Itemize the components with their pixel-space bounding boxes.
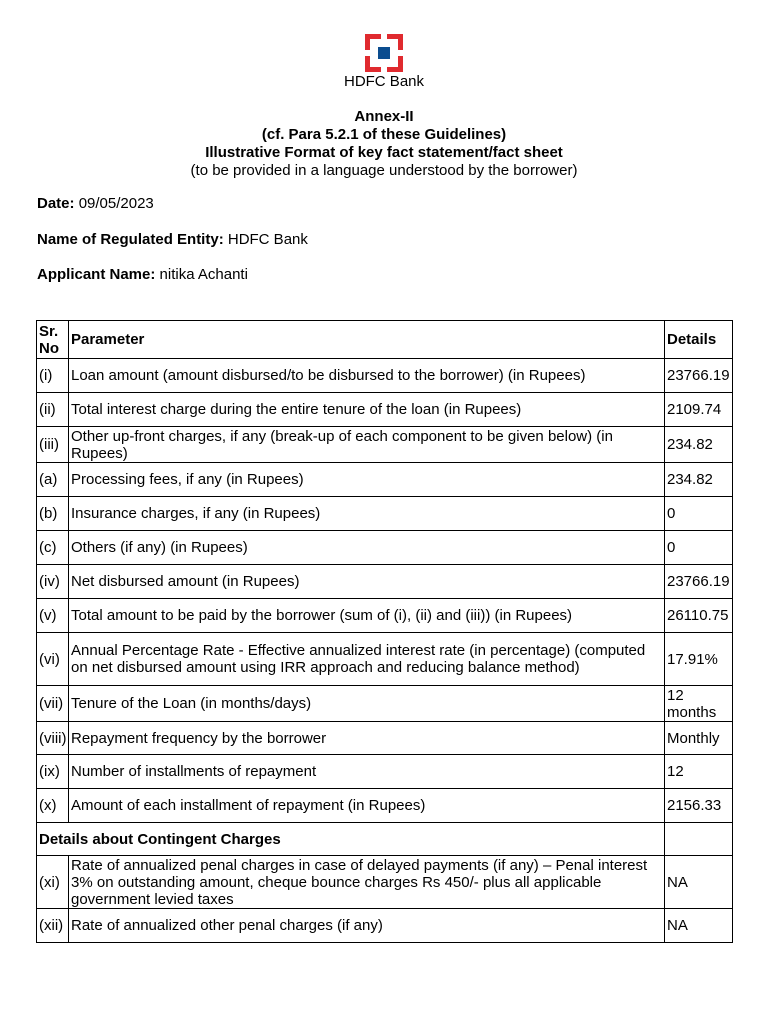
table-row <box>37 599 733 633</box>
annex-format-title: Illustrative Format of key fact statement/fact sheet <box>205 144 563 161</box>
annex-reference: (cf. Para 5.2.1 of these Guidelines) <box>261 126 507 143</box>
row-sr: (b) <box>37 497 69 531</box>
row-sr: (vii) <box>37 686 69 722</box>
row-parameter: Insurance charges, if any (in Rupees) <box>69 497 665 531</box>
table-row <box>37 359 733 393</box>
table-row <box>37 633 733 686</box>
row-parameter: Repayment frequency by the borrower <box>69 722 665 755</box>
table-row <box>37 463 733 497</box>
date-field <box>37 195 154 212</box>
row-parameter: Other up-front charges, if any (break-up of each component to be given below) (in Rupees) <box>69 427 665 463</box>
annex-note: (to be provided in a language understood by the borrower) <box>190 162 578 179</box>
row-details: NA <box>665 856 733 909</box>
date-value: 09/05/2023 <box>78 195 154 212</box>
row-parameter: Loan amount (amount disbursed/to be disbursed to the borrower) (in Rupees) <box>69 359 665 393</box>
table-header-row <box>37 321 733 359</box>
row-sr: (c) <box>37 531 69 565</box>
row-sr: (iii) <box>37 427 69 463</box>
entity-field <box>37 231 308 248</box>
annex-heading <box>0 108 768 180</box>
table-row <box>37 686 733 722</box>
row-sr: (x) <box>37 789 69 823</box>
row-details: 26110.75 <box>665 599 733 633</box>
header-details: Details <box>665 321 733 359</box>
hdfc-logo-icon <box>365 34 403 72</box>
row-sr: (viii) <box>37 722 69 755</box>
table-row <box>37 789 733 823</box>
contingent-heading: Details about Contingent Charges <box>37 823 665 856</box>
row-parameter: Tenure of the Loan (in months/days) <box>69 686 665 722</box>
row-parameter: Number of installments of repayment <box>69 755 665 789</box>
row-parameter: Others (if any) (in Rupees) <box>69 531 665 565</box>
row-parameter: Rate of annualized other penal charges (if any) <box>69 909 665 943</box>
applicant-label: Applicant Name: <box>37 266 156 283</box>
row-sr: (i) <box>37 359 69 393</box>
applicant-field <box>37 266 248 283</box>
table-row <box>37 856 733 909</box>
row-details: 12 <box>665 755 733 789</box>
row-details: 12 months <box>665 686 733 722</box>
row-parameter: Total amount to be paid by the borrower (sum of (i), (ii) and (iii)) (in Rupees) <box>69 599 665 633</box>
table-row <box>37 497 733 531</box>
row-details: 23766.19 <box>665 565 733 599</box>
contingent-section-row <box>37 823 733 856</box>
bank-name: HDFC Bank <box>343 73 425 90</box>
row-parameter: Processing fees, if any (in Rupees) <box>69 463 665 497</box>
applicant-value: nitika Achanti <box>159 266 248 283</box>
row-details: 0 <box>665 531 733 565</box>
row-details: 17.91% <box>665 633 733 686</box>
row-parameter: Net disbursed amount (in Rupees) <box>69 565 665 599</box>
row-details: 2156.33 <box>665 789 733 823</box>
header-sr-no: Sr. No <box>37 321 69 359</box>
contingent-heading-details <box>665 823 733 856</box>
row-details: NA <box>665 909 733 943</box>
table-row <box>37 565 733 599</box>
row-sr: (vi) <box>37 633 69 686</box>
row-sr: (iv) <box>37 565 69 599</box>
row-sr: (ix) <box>37 755 69 789</box>
row-details: 23766.19 <box>665 359 733 393</box>
row-parameter: Total interest charge during the entire tenure of the loan (in Rupees) <box>69 393 665 427</box>
row-sr: (xii) <box>37 909 69 943</box>
entity-label: Name of Regulated Entity: <box>37 231 224 248</box>
table-row <box>37 755 733 789</box>
row-sr: (ii) <box>37 393 69 427</box>
row-parameter: Rate of annualized penal charges in case of delayed payments (if any) – Penal interest 3% on outstanding amount, cheque bounce charges Rs 450/- plus all applicable government levied taxes <box>69 856 665 909</box>
row-sr: (a) <box>37 463 69 497</box>
row-details: 234.82 <box>665 463 733 497</box>
row-parameter: Annual Percentage Rate - Effective annualized interest rate (in percentage) (computed on net disbursed amount using IRR approach and reducing balance method) <box>69 633 665 686</box>
table-row <box>37 722 733 755</box>
annex-title: Annex-II <box>354 108 414 125</box>
row-sr: (v) <box>37 599 69 633</box>
table-row <box>37 427 733 463</box>
table-row <box>37 909 733 943</box>
date-label: Date: <box>37 195 75 212</box>
row-details: 2109.74 <box>665 393 733 427</box>
table-row <box>37 393 733 427</box>
row-details: 234.82 <box>665 427 733 463</box>
row-details: 0 <box>665 497 733 531</box>
table-row <box>37 531 733 565</box>
row-sr: (xi) <box>37 856 69 909</box>
row-details: Monthly <box>665 722 733 755</box>
header-parameter: Parameter <box>69 321 665 359</box>
entity-value: HDFC Bank <box>227 231 308 248</box>
key-fact-table <box>36 320 733 943</box>
row-parameter: Amount of each installment of repayment (in Rupees) <box>69 789 665 823</box>
